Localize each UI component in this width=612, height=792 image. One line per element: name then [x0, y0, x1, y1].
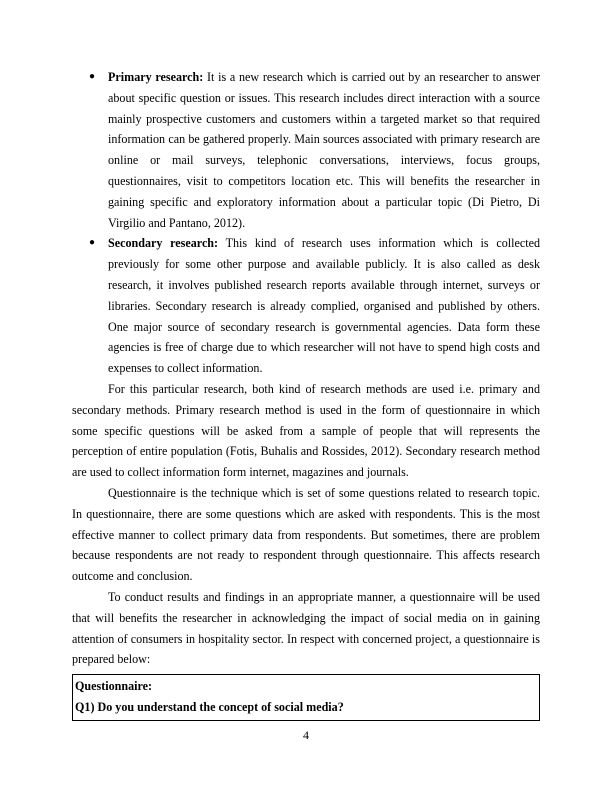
list-item-secondary-research [72, 233, 540, 379]
page-number: 4 [303, 728, 309, 742]
questionnaire-box [72, 674, 540, 721]
paragraph-questionnaire-technique: Questionnaire is the technique which is set of some questions related to research topic. In questionnaire, there are some questions which are asked with respondents. This is the most effective manner to collect primary data from respondents. But sometimes, there are problem because respondents are not ready to respondent through questionnaire. This affects research outcome and conclusion. [72, 485, 540, 584]
question-1: Q1) Do you understand the concept of social media? [75, 700, 344, 715]
primary-research-text: It is a new research which is carried out by an researcher to answer about specific question or issues. This research includes direct interaction with a source mainly prospective customers and customers within a targeted market so that required information can be gathered properly. Main sources associated with primary research are online or mail surveys, telephonic conversations, interviews, focus groups, questionnaires, visit to competitors location etc. This will benefits the researcher in gaining specific and exploratory information about a particular topic (Di Pietro, Di Virgilio and Pantano, 2012). [108, 70, 540, 230]
document-page [72, 67, 540, 721]
bullet-icon: ● [89, 237, 96, 249]
research-types-list [72, 67, 540, 379]
secondary-research-text: This kind of research uses information which is collected previously for some other purpose and available publicly. It is also called as desk research, it involves published research reports available through internet, surveys or libraries. Secondary research is already complied, organised and published by others. One major source of secondary research is governmental agencies. Data form these agencies is free of charge due to which researcher will not have to spend high costs and expenses to collect information. [108, 236, 541, 376]
primary-research-term: Primary research: [108, 70, 204, 84]
paragraph-research-methods: For this particular research, both kind of research methods are used i.e. primary and secondary methods. Primary research method is used in the form of questionnaire in which some specific questions will be asked from a sample of people that will represents the perception of entire population (Fotis, Buhalis and Rossides, 2012). Secondary research method are used to collect information form internet, magazines and journals. [72, 381, 540, 480]
bullet-icon: ● [89, 71, 96, 82]
list-item-primary-research [72, 67, 540, 233]
questionnaire-heading: Questionnaire: [75, 679, 153, 694]
paragraph-questionnaire-intro: To conduct results and findings in an appropriate manner, a questionnaire will be used that will benefits the researcher in acknowledging the impact of social media on in gaining attention of consumers in hospitality sector. In respect with concerned project, a questionnaire is prepared below: [72, 589, 540, 667]
secondary-research-term: Secondary research: [108, 236, 219, 251]
